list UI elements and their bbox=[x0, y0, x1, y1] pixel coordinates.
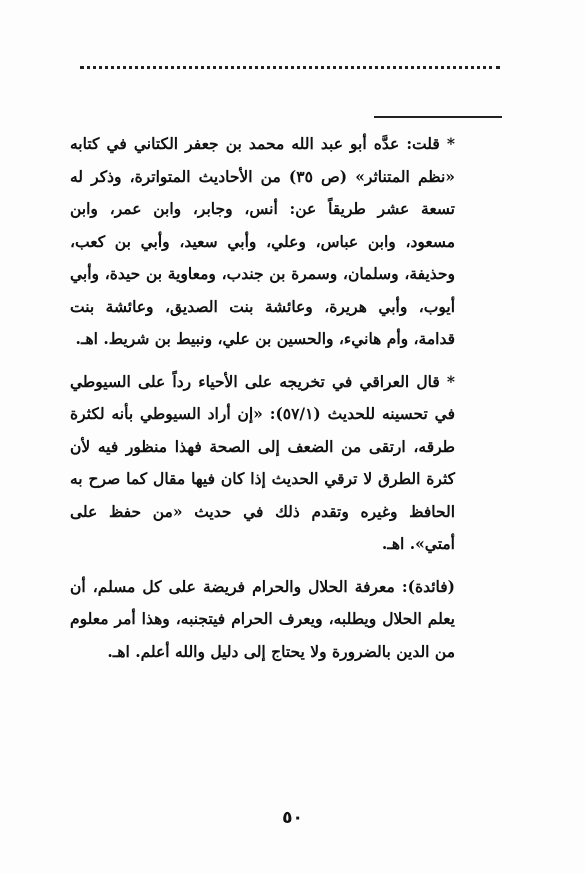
footnote-rule bbox=[374, 116, 502, 118]
page-number: ٥٠ bbox=[282, 808, 303, 828]
page-body bbox=[70, 128, 455, 678]
paragraph-faida: (فائدة): معرفة الحلال والحرام فريضة على كل مسلم، أن يعلم الحلال ويطلبه، ويعرف الحرام فيتجنبه، وهذا أمر معلوم من الدين بالضرورة ولا يحتاج إلى دليل والله أعلم. اهـ. bbox=[70, 576, 455, 661]
paragraph-kattani: * قلت: عدَّه أبو عبد الله محمد بن جعفر الكتاني في كتابه «نظم المتناثر» (ص ٣٥) من الأحاديث المتواترة، وذكر له تسعة عشر طريقاً عن: أنس، وجابر، وابن عمر، وابن مسعود، وابن عباس، وعلي، وأبي سعيد، وأبي بن كعب، وحذيفة، وسلمان، وسمرة بن جندب، ومعاوية بن حيدة، وأبي أيوب، وأبي هريرة، وعائشة بنت الصديق، وعائشة بنت قدامة، وأم هانيء، والحسين بن علي، ونبيط بن شريط. اهـ. bbox=[70, 134, 455, 348]
paragraph-iraqi: * قال العراقي في تخريجه على الأحياء رداً على السيوطي في تحسينه للحديث (٥٧/١): «إن أراد السيوطي بأنه لكثرة طرقه، ارتقى من الضعف إلى الصحة فهذا منظور فيه لأن كثرة الطرق لا ترقي الحديث إذا كان فيها مقال كما صرح به الحافظ وغيره وتقدم ذلك في حديث «من حفظ على أمتي». اهـ. bbox=[70, 371, 455, 553]
dotted-separator bbox=[80, 66, 500, 69]
